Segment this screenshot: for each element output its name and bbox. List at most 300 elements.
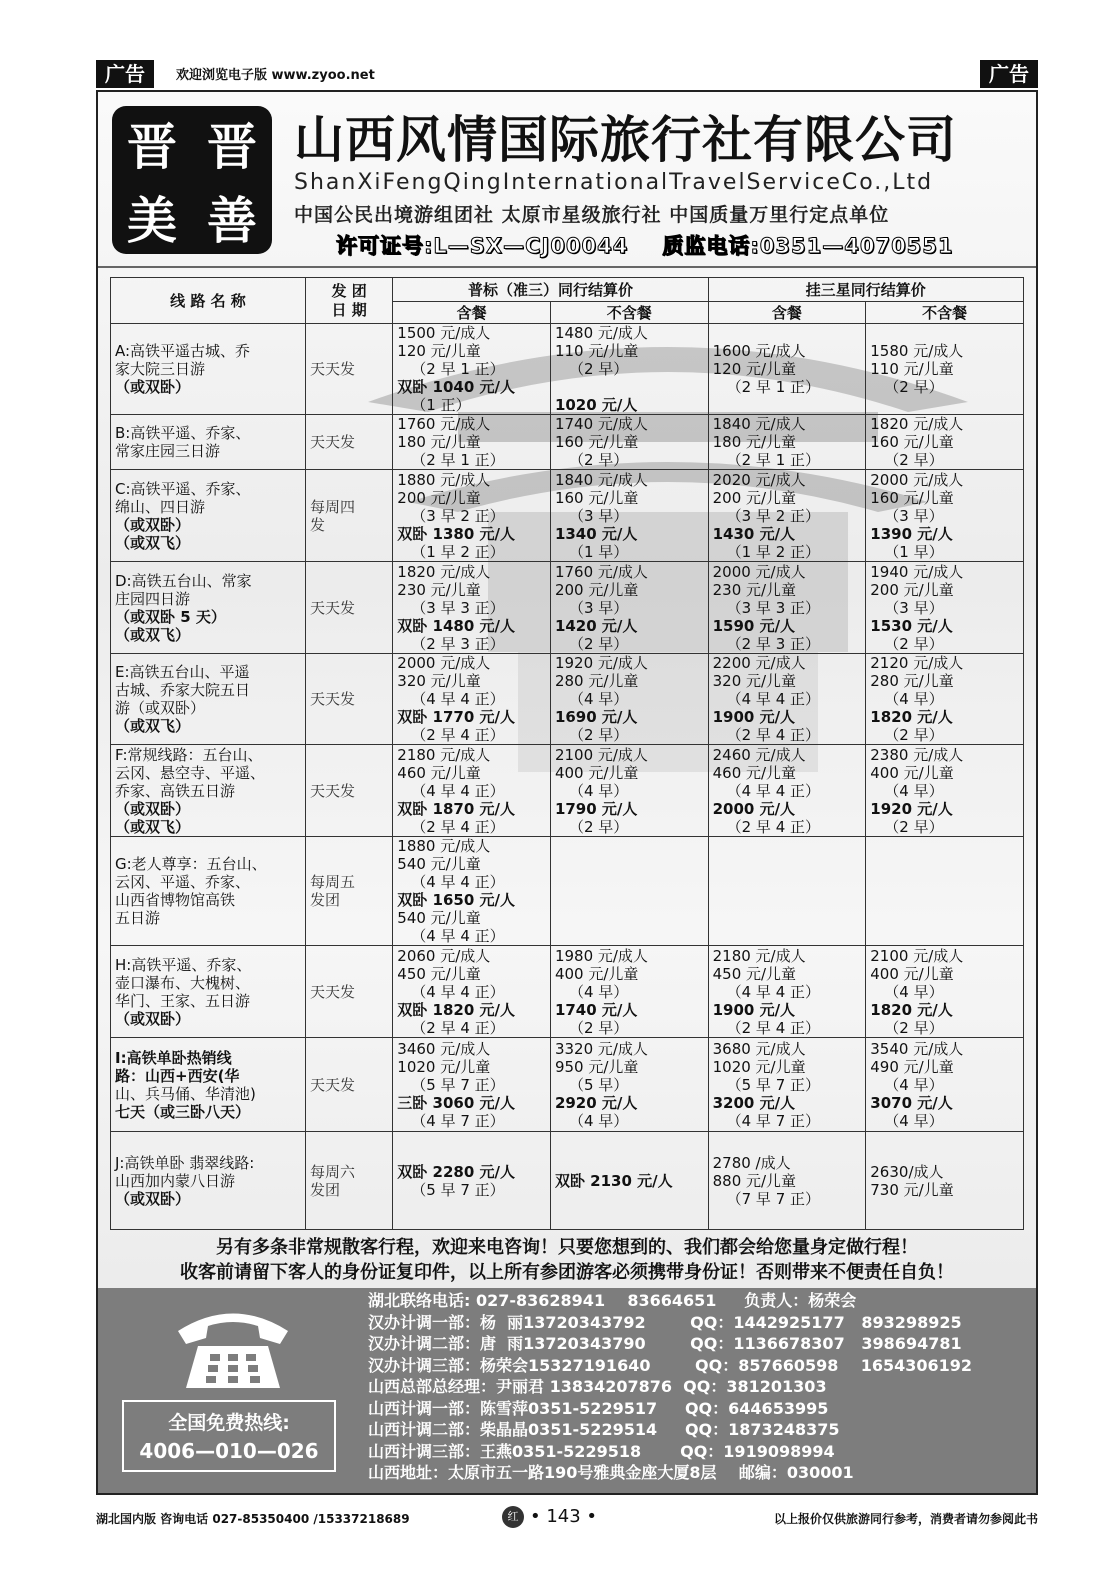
price-line: 1790 元/人 [554, 799, 638, 818]
price-line: 1020 元/人 [554, 396, 638, 414]
price-line: 200 元/儿童 [397, 488, 481, 507]
price-line: 1900 元/人 [712, 1000, 796, 1019]
table-row [111, 562, 1024, 654]
route-line: （或双卧） [115, 799, 191, 818]
departure-date: 天天发 [305, 415, 392, 470]
header-meal: 含餐 [708, 302, 866, 324]
route-line: 华门、王家、五日游 [115, 991, 251, 1010]
price-line: （2 早） [568, 360, 629, 378]
logo-char: 晋 [207, 117, 257, 176]
route-line: 庄园四日游 [115, 589, 191, 608]
divider [98, 266, 1036, 268]
price-line: 1880 元/成人 [397, 470, 491, 489]
price-line: （1 早 2 正） [726, 542, 821, 561]
site-url[interactable]: 欢迎浏览电子版 www.zyoo.net [176, 68, 375, 83]
departure-date: 天天发 [305, 745, 392, 837]
route-line: G:老人尊享：五台山、 [115, 855, 267, 873]
price-cell [708, 745, 866, 837]
price-line: 1820 元/人 [870, 1000, 953, 1019]
route-line: （或双卧） [115, 1189, 191, 1208]
price-line: （4 早） [884, 690, 944, 708]
price-line: 320 元/儿童 [712, 672, 797, 690]
price-line: （3 早 2 正） [411, 506, 505, 525]
price-cell [866, 946, 1024, 1038]
route-line: 山西省博物馆高铁 [115, 891, 236, 909]
departure-date: 天天发 [305, 324, 392, 415]
ad-tag-left: 广告 [96, 60, 154, 88]
contact-line: 山西计调一部：陈雪萍0351-5229517 QQ：644653995 [368, 1398, 829, 1418]
contact-section [98, 1288, 1036, 1493]
departure-date: 天天发 [305, 1038, 392, 1132]
price-line: 1920 元/人 [870, 799, 953, 818]
price-line: 1740 元/成人 [554, 415, 648, 433]
route-line: E:高铁五台山、平遥 [115, 663, 250, 681]
price-cell [550, 1038, 708, 1132]
price-line: （2 早 3 正） [726, 634, 821, 653]
table-row [111, 470, 1024, 562]
price-line: （2 早） [568, 451, 629, 469]
route-name [111, 946, 306, 1038]
note-line: 另有多条非常规散客行程，欢迎来电咨询！只要您想到的、我们都会给您量身定做行程！ [216, 1237, 918, 1258]
price-line: （4 早） [568, 781, 629, 800]
price-cell [708, 946, 866, 1038]
price-cell [393, 1038, 551, 1132]
route-name [111, 1132, 306, 1230]
price-line: 200 元/儿童 [870, 580, 954, 599]
price-table [110, 277, 1024, 1230]
price-cell [866, 470, 1024, 562]
route-line: D:高铁五台山、常家 [115, 571, 252, 590]
price-line: （2 早 1 正） [726, 451, 821, 469]
price-line: （4 早 4 正） [411, 927, 505, 945]
price-cell [708, 470, 866, 562]
contact-line: 汉办计调一部：杨 丽13720343792 QQ：1442925177 893298925 [368, 1312, 962, 1332]
route-line: （或双卧） [115, 378, 191, 396]
price-line: （4 早 7 正） [411, 1111, 505, 1130]
contact-lines [368, 1290, 972, 1484]
route-line: （或双卧） [115, 1009, 191, 1028]
price-line: 1600 元/成人 [712, 342, 806, 360]
red-badge-icon: 红 [502, 1506, 524, 1528]
route-name [111, 324, 306, 415]
price-line: 950 元/儿童 [554, 1057, 639, 1076]
header-standard-group: 普标（准三）同行结算价 [393, 278, 708, 302]
price-cell [550, 745, 708, 837]
price-line: 双卧 1380 元/人 [397, 524, 515, 543]
company-tagline: 中国公民出境游组团社 太原市星级旅行社 中国质量万里行定点单位 [294, 204, 890, 226]
price-line: （3 早） [568, 506, 629, 525]
price-line: （2 早 1 正） [411, 360, 505, 378]
price-line: 1500 元/成人 [397, 324, 491, 342]
price-line: （4 早 4 正） [726, 982, 821, 1001]
route-line: 云冈、悬空寺、平遥、 [115, 763, 266, 782]
price-line: 160 元/儿童 [554, 433, 639, 451]
price-line: 320 元/儿童 [397, 672, 481, 690]
route-line: 路：山西+西安(华 [115, 1066, 240, 1085]
price-line: 280 元/儿童 [554, 672, 639, 690]
advertisement-panel [96, 90, 1038, 1495]
route-line: 山、兵马俑、华清池) [115, 1084, 256, 1103]
price-line: （2 早） [884, 817, 944, 836]
price-line: （2 早 3 正） [411, 634, 505, 653]
license-number: 许可证号:L—SX—CJ00044 [336, 234, 629, 258]
price-line: 1530 元/人 [870, 616, 953, 635]
price-cell [866, 654, 1024, 745]
price-line: 1820 元/人 [870, 708, 953, 726]
price-line: 双卧 1480 元/人 [397, 616, 515, 635]
quality-hotline: 质监电话:0351—4070551 [662, 234, 954, 258]
price-line: （5 早 7 正） [726, 1075, 821, 1094]
departure-date: 天天发 [305, 654, 392, 745]
price-line: 730 元/儿童 [870, 1180, 954, 1199]
route-line: （或双卧 5 天） [115, 607, 226, 626]
price-line: 460 元/儿童 [712, 763, 797, 782]
price-line: 1900 元/人 [712, 708, 796, 726]
price-line: 1740 元/人 [554, 1000, 638, 1019]
price-line: 1420 元/人 [554, 616, 638, 635]
route-line: （或双飞） [115, 533, 191, 552]
price-line: 400 元/儿童 [870, 763, 954, 782]
price-cell [708, 415, 866, 470]
price-cell [708, 1038, 866, 1132]
price-cell [866, 1038, 1024, 1132]
price-cell [550, 415, 708, 470]
license-line [336, 230, 988, 260]
price-line: 2060 元/成人 [397, 946, 491, 965]
price-cell [708, 837, 866, 946]
hotline-number: 4006—010—026 [139, 1439, 319, 1463]
price-cell [393, 324, 551, 415]
price-line: 2200 元/成人 [712, 654, 806, 672]
price-line: 2380 元/成人 [870, 745, 964, 764]
route-line: （或双飞） [115, 817, 191, 836]
price-line: 1820 元/成人 [397, 562, 491, 581]
price-line: 540 元/儿童 [397, 909, 481, 927]
table-row [111, 654, 1024, 745]
route-name [111, 1038, 306, 1132]
price-line: 2920 元/人 [554, 1093, 638, 1112]
price-line: （4 早） [568, 982, 629, 1001]
header-meal: 含餐 [393, 302, 551, 324]
route-line: 古城、乔家大院五日 [115, 681, 251, 699]
price-line: 450 元/儿童 [712, 964, 797, 983]
price-line: （2 早 4 正） [411, 817, 505, 836]
price-line: （4 早 4 正） [411, 982, 505, 1001]
price-line: （2 早 4 正） [726, 726, 821, 744]
header-3star-group: 挂三星同行结算价 [708, 278, 1023, 302]
price-line: （4 早 7 正） [726, 1111, 821, 1130]
company-name: 山西风情国际旅行社有限公司 [294, 111, 957, 169]
price-cell [393, 654, 551, 745]
price-line: （4 早 4 正） [411, 690, 505, 708]
route-line: 家大院三日游 [115, 360, 206, 378]
price-line: （4 早 4 正） [726, 690, 821, 708]
price-line: 1760 元/成人 [397, 415, 491, 433]
price-line: 1690 元/人 [554, 708, 638, 726]
route-line: H:高铁平遥、乔家、 [115, 955, 252, 974]
price-line: 双卧 2280 元/人 [397, 1162, 515, 1181]
price-line: 200 元/儿童 [554, 580, 639, 599]
route-line: 七天（或三卧八天） [115, 1102, 251, 1121]
price-line: 1020 元/儿童 [712, 1057, 806, 1076]
price-line: 2120 元/成人 [870, 654, 964, 672]
price-cell [393, 837, 551, 946]
price-line: （1 早） [568, 542, 629, 561]
page-footer [96, 1506, 1038, 1530]
contact-line: 湖北联络电话: 027-83628941 83664651 负责人：杨荣会 [368, 1291, 857, 1310]
price-line: 双卧 1820 元/人 [397, 1000, 515, 1019]
price-line: （2 早 1 正） [411, 451, 505, 469]
departure-date: 天天发 [305, 562, 392, 654]
route-name [111, 562, 306, 654]
price-line: 1760 元/成人 [554, 562, 648, 581]
price-line: 1940 元/成人 [870, 562, 964, 581]
price-line: 1840 元/成人 [554, 470, 648, 489]
price-line: 1880 元/成人 [397, 837, 491, 855]
price-line: 880 元/儿童 [712, 1171, 797, 1190]
departure-date: 每周四 发 [305, 470, 392, 562]
page-number-area [502, 1506, 597, 1528]
price-cell [550, 946, 708, 1038]
price-cell [393, 946, 551, 1038]
price-cell [708, 562, 866, 654]
price-line: 3200 元/人 [712, 1093, 796, 1112]
route-line: （或双卧） [115, 515, 191, 534]
route-line: 壶口瀑布、大槐树、 [115, 973, 251, 992]
price-line: （4 早） [884, 982, 944, 1001]
price-line: （2 早） [884, 1018, 944, 1037]
table-row [111, 324, 1024, 415]
price-line: （4 早） [884, 781, 944, 800]
price-line: 180 元/儿童 [712, 433, 797, 451]
table-row [111, 745, 1024, 837]
price-cell [866, 324, 1024, 415]
ad-tag-right: 广告 [980, 60, 1038, 88]
price-cell [550, 837, 708, 946]
price-line: 1480 元/成人 [554, 324, 648, 342]
price-line: （3 早） [884, 598, 944, 617]
route-line: B:高铁平遥、乔家、 [115, 424, 251, 442]
price-line: 双卧 2130 元/人 [554, 1171, 673, 1190]
table-row [111, 1038, 1024, 1132]
route-line: C:高铁平遥、乔家、 [115, 479, 251, 498]
price-line: （1 早） [884, 542, 944, 561]
table-row [111, 1132, 1024, 1230]
price-line: 1920 元/成人 [554, 654, 648, 672]
logo-char: 善 [207, 191, 257, 250]
price-line: （1 正） [411, 396, 471, 414]
price-line: 双卧 1040 元/人 [397, 378, 515, 396]
price-line: （4 早） [568, 1111, 629, 1130]
price-line: 1430 元/人 [712, 524, 796, 543]
price-cell [708, 1132, 866, 1230]
header-route: 线 路 名 称 [111, 278, 306, 324]
price-cell [866, 1132, 1024, 1230]
price-cell [550, 470, 708, 562]
price-line: 230 元/儿童 [397, 580, 481, 599]
departure-date: 每周五 发团 [305, 837, 392, 946]
price-cell [866, 745, 1024, 837]
price-cell [866, 562, 1024, 654]
price-cell [866, 837, 1024, 946]
table-row [111, 837, 1024, 946]
price-line: 2180 元/成人 [397, 745, 491, 764]
price-line: 1590 元/人 [712, 616, 796, 635]
price-line: （4 早 4 正） [411, 781, 505, 800]
brand-logo [112, 106, 272, 254]
price-line: 110 元/儿童 [554, 342, 639, 360]
price-line: （3 早 3 正） [411, 598, 505, 617]
price-line: 1390 元/人 [870, 524, 953, 543]
header-date: 发 团 日 期 [305, 278, 392, 324]
price-line: （7 早 7 正） [726, 1189, 821, 1208]
price-line: （2 早 4 正） [726, 1018, 821, 1037]
price-line: （2 早 4 正） [411, 726, 505, 744]
departure-date: 每周六 发团 [305, 1132, 392, 1230]
route-name [111, 654, 306, 745]
hotline-title: 全国免费热线: [168, 1412, 290, 1434]
price-line: 3680 元/成人 [712, 1039, 806, 1058]
price-cell [393, 415, 551, 470]
price-line: 双卧 1770 元/人 [397, 708, 515, 726]
price-line: 160 元/儿童 [870, 488, 954, 507]
note-line: 收客前请留下客人的身份证复印件，以上所有参团游客必须携带身份证！否则带来不便责任自负！ [180, 1262, 954, 1283]
price-line: 2000 元/成人 [870, 470, 964, 489]
price-line: （5 早 7 正） [411, 1180, 505, 1199]
price-line: （2 早） [568, 726, 629, 744]
price-line: （2 早 4 正） [411, 1018, 505, 1037]
price-line: 双卧 1650 元/人 [397, 891, 515, 909]
route-line: （或双飞） [115, 625, 191, 644]
contact-line: 汉办计调二部：唐 雨13720343790 QQ：1136678307 398694781 [368, 1334, 962, 1353]
route-name [111, 745, 306, 837]
price-line: 三卧 3060 元/人 [397, 1093, 515, 1112]
page-number: • 143 • [530, 1506, 598, 1527]
departure-date: 天天发 [305, 946, 392, 1038]
contact-line: 山西地址：太原市五一路190号雅典金座大厦8层 邮编：030001 [368, 1463, 854, 1482]
contact-line: 山西总部总经理：尹丽君 13834207876 QQ：381201303 [368, 1377, 827, 1396]
route-line: F:常规线路：五台山、 [115, 745, 263, 764]
price-line: 2630/成人 [870, 1162, 944, 1181]
route-line: I:高铁单卧热销线 [115, 1048, 232, 1067]
route-line: 乔家、高铁五日游 [115, 781, 236, 800]
price-cell [393, 1132, 551, 1230]
price-line: 540 元/儿童 [397, 855, 481, 873]
price-line: （2 早） [884, 726, 944, 744]
price-line: （2 早） [884, 451, 944, 469]
price-line: （4 早 4 正） [726, 781, 821, 800]
route-line: 绵山、四日游 [115, 497, 206, 516]
contact-line: 山西计调二部：柴晶晶0351-5229514 QQ：1873248375 [368, 1420, 840, 1439]
price-line: 3460 元/成人 [397, 1039, 491, 1058]
price-line: 400 元/儿童 [870, 964, 954, 983]
footer-edition: 湖北国内版 咨询电话 027-85350400 /15337218689 [96, 1512, 410, 1526]
table-row [111, 946, 1024, 1038]
contact-line: 汉办计调三部：杨荣会15327191640 QQ：857660598 1654306192 [368, 1355, 973, 1375]
telephone-icon [168, 1296, 298, 1396]
route-line: 五日游 [115, 909, 161, 927]
price-line: 1840 元/成人 [712, 415, 806, 433]
price-line: 120 元/儿童 [712, 360, 797, 378]
price-cell [866, 415, 1024, 470]
price-line: （5 早） [568, 1075, 629, 1094]
company-name-en: ShanXiFengQingInternationalTravelServiceCo.,Ltd [294, 170, 934, 195]
route-name [111, 470, 306, 562]
price-cell [550, 1132, 708, 1230]
price-line: （5 早 7 正） [411, 1075, 505, 1094]
header-nomeal: 不含餐 [550, 302, 708, 324]
price-line: 2020 元/成人 [712, 470, 806, 489]
price-line: 160 元/儿童 [554, 488, 639, 507]
price-line: （4 早） [884, 1075, 944, 1094]
price-line: 280 元/儿童 [870, 672, 954, 690]
price-line: 460 元/儿童 [397, 763, 481, 782]
price-line: 400 元/儿童 [554, 763, 639, 782]
price-line: （3 早） [884, 506, 944, 525]
price-line: （3 早） [568, 598, 629, 617]
price-line: （2 早） [568, 1018, 629, 1037]
route-name [111, 415, 306, 470]
route-line: 游（或双卧） [115, 699, 206, 717]
route-line: （或双飞） [115, 717, 191, 735]
price-cell [550, 562, 708, 654]
price-line: 450 元/儿童 [397, 964, 481, 983]
price-line: 160 元/儿童 [870, 433, 954, 451]
price-line: 2000 元/成人 [397, 654, 491, 672]
logo-char: 美 [127, 191, 177, 250]
price-line: 3540 元/成人 [870, 1039, 964, 1058]
price-line: 490 元/儿童 [870, 1057, 954, 1076]
price-line: 1820 元/成人 [870, 415, 964, 433]
price-line: （2 早 1 正） [726, 378, 821, 396]
price-line: 1580 元/成人 [870, 342, 964, 360]
price-line: （4 早 4 正） [411, 873, 505, 891]
price-line: 1020 元/儿童 [397, 1057, 491, 1076]
price-cell [393, 745, 551, 837]
price-line: （1 早 2 正） [411, 542, 505, 561]
notes [98, 1235, 1036, 1285]
logo-char: 晋 [127, 117, 177, 176]
route-line: 常家庄园三日游 [115, 442, 221, 460]
price-line: 2000 元/人 [712, 799, 796, 818]
price-line: （2 早 4 正） [726, 817, 821, 836]
price-line: （2 早） [884, 634, 944, 653]
route-line: A:高铁平遥古城、乔 [115, 342, 251, 360]
table-row [111, 415, 1024, 470]
price-line: （2 早） [568, 634, 629, 653]
price-cell [708, 654, 866, 745]
price-line: 2000 元/成人 [712, 562, 806, 581]
price-cell [550, 324, 708, 415]
price-line: 200 元/儿童 [712, 488, 797, 507]
price-line: 400 元/儿童 [554, 964, 639, 983]
price-line: 2180 元/成人 [712, 946, 806, 965]
route-line: 云冈、平遥、乔家、 [115, 873, 251, 891]
price-line: 230 元/儿童 [712, 580, 797, 599]
price-line: 2460 元/成人 [712, 745, 806, 764]
price-line: 110 元/儿童 [870, 360, 954, 378]
route-line: 山西加内蒙八日游 [115, 1171, 236, 1190]
price-line: （3 早 3 正） [726, 598, 821, 617]
price-line: 120 元/儿童 [397, 342, 481, 360]
top-bar [96, 60, 1038, 88]
route-name [111, 837, 306, 946]
price-cell [393, 562, 551, 654]
footer-disclaimer: 以上报价仅供旅游同行参考，消费者请勿参阅此书 [773, 1512, 1038, 1526]
price-line: 2100 元/成人 [870, 946, 964, 965]
price-line: 3070 元/人 [870, 1093, 953, 1112]
free-hotline-box[interactable] [122, 1400, 336, 1472]
